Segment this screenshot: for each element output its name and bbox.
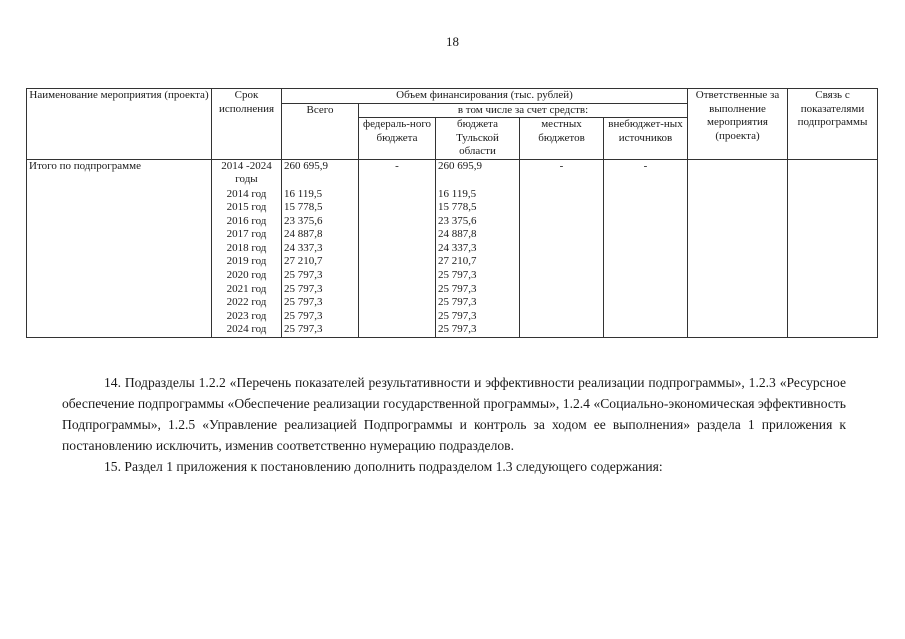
row-name bbox=[27, 188, 212, 202]
row-name bbox=[27, 310, 212, 324]
row-regional: 25 797,3 bbox=[436, 296, 520, 310]
header-including: в том числе за счет средств: bbox=[359, 103, 688, 118]
row-link bbox=[788, 323, 878, 337]
total-row-local: - bbox=[520, 159, 604, 188]
row-total: 25 797,3 bbox=[282, 323, 359, 337]
row-total: 15 778,5 bbox=[282, 201, 359, 215]
row-federal bbox=[359, 228, 436, 242]
row-local bbox=[520, 269, 604, 283]
paragraph-15: 15. Раздел 1 приложения к постановлению дополнить подразделом 1.3 следующего содержания: bbox=[104, 459, 663, 474]
row-extra bbox=[604, 283, 688, 297]
row-local bbox=[520, 323, 604, 337]
table-row bbox=[27, 228, 878, 242]
paragraph-14: 14. Подразделы 1.2.2 «Перечень показателей результативности и эффективности реализации подпрограммы», 1.2.3 «Ресурсное обеспечение подпрограммы «Обеспечение реализации государственной программы», 1.2.4 «Социально-экономическая эффективность Подпрограммы», 1.2.5 «Управление реализацией Подпрограммы и контроль за ходом ее выполнения» раздела 1 приложения к постановлению исключить, изменив соответственно нумерацию подразделов. bbox=[62, 375, 846, 453]
row-responsible bbox=[688, 188, 788, 202]
row-responsible bbox=[688, 283, 788, 297]
row-name bbox=[27, 255, 212, 269]
row-link bbox=[788, 310, 878, 324]
total-row-regional: 260 695,9 bbox=[436, 159, 520, 188]
row-extra bbox=[604, 269, 688, 283]
row-period: 2023 год bbox=[212, 310, 282, 324]
row-total: 24 337,3 bbox=[282, 242, 359, 256]
row-federal bbox=[359, 255, 436, 269]
total-row-extra: - bbox=[604, 159, 688, 188]
row-period: 2020 год bbox=[212, 269, 282, 283]
row-total: 25 797,3 bbox=[282, 283, 359, 297]
row-name bbox=[27, 215, 212, 229]
row-period: 2021 год bbox=[212, 283, 282, 297]
table-row bbox=[27, 269, 878, 283]
row-responsible bbox=[688, 269, 788, 283]
row-total: 16 119,5 bbox=[282, 188, 359, 202]
row-regional: 25 797,3 bbox=[436, 323, 520, 337]
header-total: Всего bbox=[282, 103, 359, 159]
row-responsible bbox=[688, 323, 788, 337]
row-local bbox=[520, 283, 604, 297]
table-row bbox=[27, 188, 878, 202]
row-extra bbox=[604, 188, 688, 202]
header-link: Связь с показателями подпрограммы bbox=[788, 89, 878, 160]
row-regional: 25 797,3 bbox=[436, 310, 520, 324]
header-local: местных бюджетов bbox=[520, 118, 604, 160]
row-federal bbox=[359, 310, 436, 324]
row-regional: 24 887,8 bbox=[436, 228, 520, 242]
row-name bbox=[27, 283, 212, 297]
row-local bbox=[520, 296, 604, 310]
row-federal bbox=[359, 215, 436, 229]
table-row bbox=[27, 310, 878, 324]
row-name bbox=[27, 269, 212, 283]
total-row bbox=[27, 159, 878, 188]
total-row-link bbox=[788, 159, 878, 188]
row-link bbox=[788, 215, 878, 229]
row-extra bbox=[604, 201, 688, 215]
row-federal bbox=[359, 323, 436, 337]
header-period: Срок исполнения bbox=[212, 89, 282, 160]
row-federal bbox=[359, 296, 436, 310]
row-extra bbox=[604, 310, 688, 324]
row-responsible bbox=[688, 310, 788, 324]
row-federal bbox=[359, 188, 436, 202]
row-name bbox=[27, 228, 212, 242]
table-row bbox=[27, 242, 878, 256]
table-row bbox=[27, 296, 878, 310]
table-row bbox=[27, 255, 878, 269]
header-extra: внебюджет-ных источников bbox=[604, 118, 688, 160]
row-period: 2015 год bbox=[212, 201, 282, 215]
row-name bbox=[27, 201, 212, 215]
total-row-name: Итого по подпрограмме bbox=[27, 159, 212, 188]
row-period: 2019 год bbox=[212, 255, 282, 269]
row-total: 25 797,3 bbox=[282, 296, 359, 310]
row-extra bbox=[604, 242, 688, 256]
row-extra bbox=[604, 296, 688, 310]
row-link bbox=[788, 201, 878, 215]
row-total: 27 210,7 bbox=[282, 255, 359, 269]
row-local bbox=[520, 242, 604, 256]
row-regional: 23 375,6 bbox=[436, 215, 520, 229]
row-local bbox=[520, 255, 604, 269]
row-federal bbox=[359, 283, 436, 297]
row-regional: 25 797,3 bbox=[436, 283, 520, 297]
row-responsible bbox=[688, 296, 788, 310]
row-regional: 27 210,7 bbox=[436, 255, 520, 269]
row-local bbox=[520, 215, 604, 229]
table-row bbox=[27, 215, 878, 229]
row-regional: 24 337,3 bbox=[436, 242, 520, 256]
table-row bbox=[27, 323, 878, 337]
header-regional: бюджета Тульской области bbox=[436, 118, 520, 160]
row-local bbox=[520, 201, 604, 215]
row-name bbox=[27, 242, 212, 256]
total-row-total: 260 695,9 bbox=[282, 159, 359, 188]
header-funding: Объем финансирования (тыс. рублей) bbox=[282, 89, 688, 104]
row-responsible bbox=[688, 228, 788, 242]
row-total: 25 797,3 bbox=[282, 310, 359, 324]
row-period: 2017 год bbox=[212, 228, 282, 242]
row-period: 2018 год bbox=[212, 242, 282, 256]
row-period: 2024 год bbox=[212, 323, 282, 337]
row-local bbox=[520, 188, 604, 202]
row-extra bbox=[604, 215, 688, 229]
row-extra bbox=[604, 255, 688, 269]
row-federal bbox=[359, 201, 436, 215]
table-row bbox=[27, 283, 878, 297]
funding-table bbox=[26, 88, 878, 338]
row-extra bbox=[604, 228, 688, 242]
row-period: 2022 год bbox=[212, 296, 282, 310]
row-link bbox=[788, 188, 878, 202]
row-period: 2014 год bbox=[212, 188, 282, 202]
header-responsible: Ответственные за выполнение мероприятия (проекта) bbox=[688, 89, 788, 160]
row-name bbox=[27, 296, 212, 310]
row-link bbox=[788, 283, 878, 297]
row-total: 23 375,6 bbox=[282, 215, 359, 229]
row-responsible bbox=[688, 201, 788, 215]
row-responsible bbox=[688, 242, 788, 256]
row-local bbox=[520, 310, 604, 324]
row-responsible bbox=[688, 215, 788, 229]
row-regional: 16 119,5 bbox=[436, 188, 520, 202]
row-extra bbox=[604, 323, 688, 337]
header-federal: федераль-ного бюджета bbox=[359, 118, 436, 160]
body-text bbox=[62, 372, 846, 477]
row-link bbox=[788, 296, 878, 310]
total-row-federal: - bbox=[359, 159, 436, 188]
row-total: 25 797,3 bbox=[282, 269, 359, 283]
row-name bbox=[27, 323, 212, 337]
row-link bbox=[788, 269, 878, 283]
row-regional: 25 797,3 bbox=[436, 269, 520, 283]
row-local bbox=[520, 228, 604, 242]
row-link bbox=[788, 242, 878, 256]
page-number: 18 bbox=[446, 34, 459, 49]
row-federal bbox=[359, 242, 436, 256]
total-row-period: 2014 -2024 годы bbox=[212, 159, 282, 188]
row-total: 24 887,8 bbox=[282, 228, 359, 242]
row-regional: 15 778,5 bbox=[436, 201, 520, 215]
row-period: 2016 год bbox=[212, 215, 282, 229]
table-row bbox=[27, 201, 878, 215]
row-federal bbox=[359, 269, 436, 283]
row-responsible bbox=[688, 255, 788, 269]
row-link bbox=[788, 228, 878, 242]
row-link bbox=[788, 255, 878, 269]
total-row-responsible bbox=[688, 159, 788, 188]
header-name: Наименование мероприятия (проекта) bbox=[27, 89, 212, 160]
